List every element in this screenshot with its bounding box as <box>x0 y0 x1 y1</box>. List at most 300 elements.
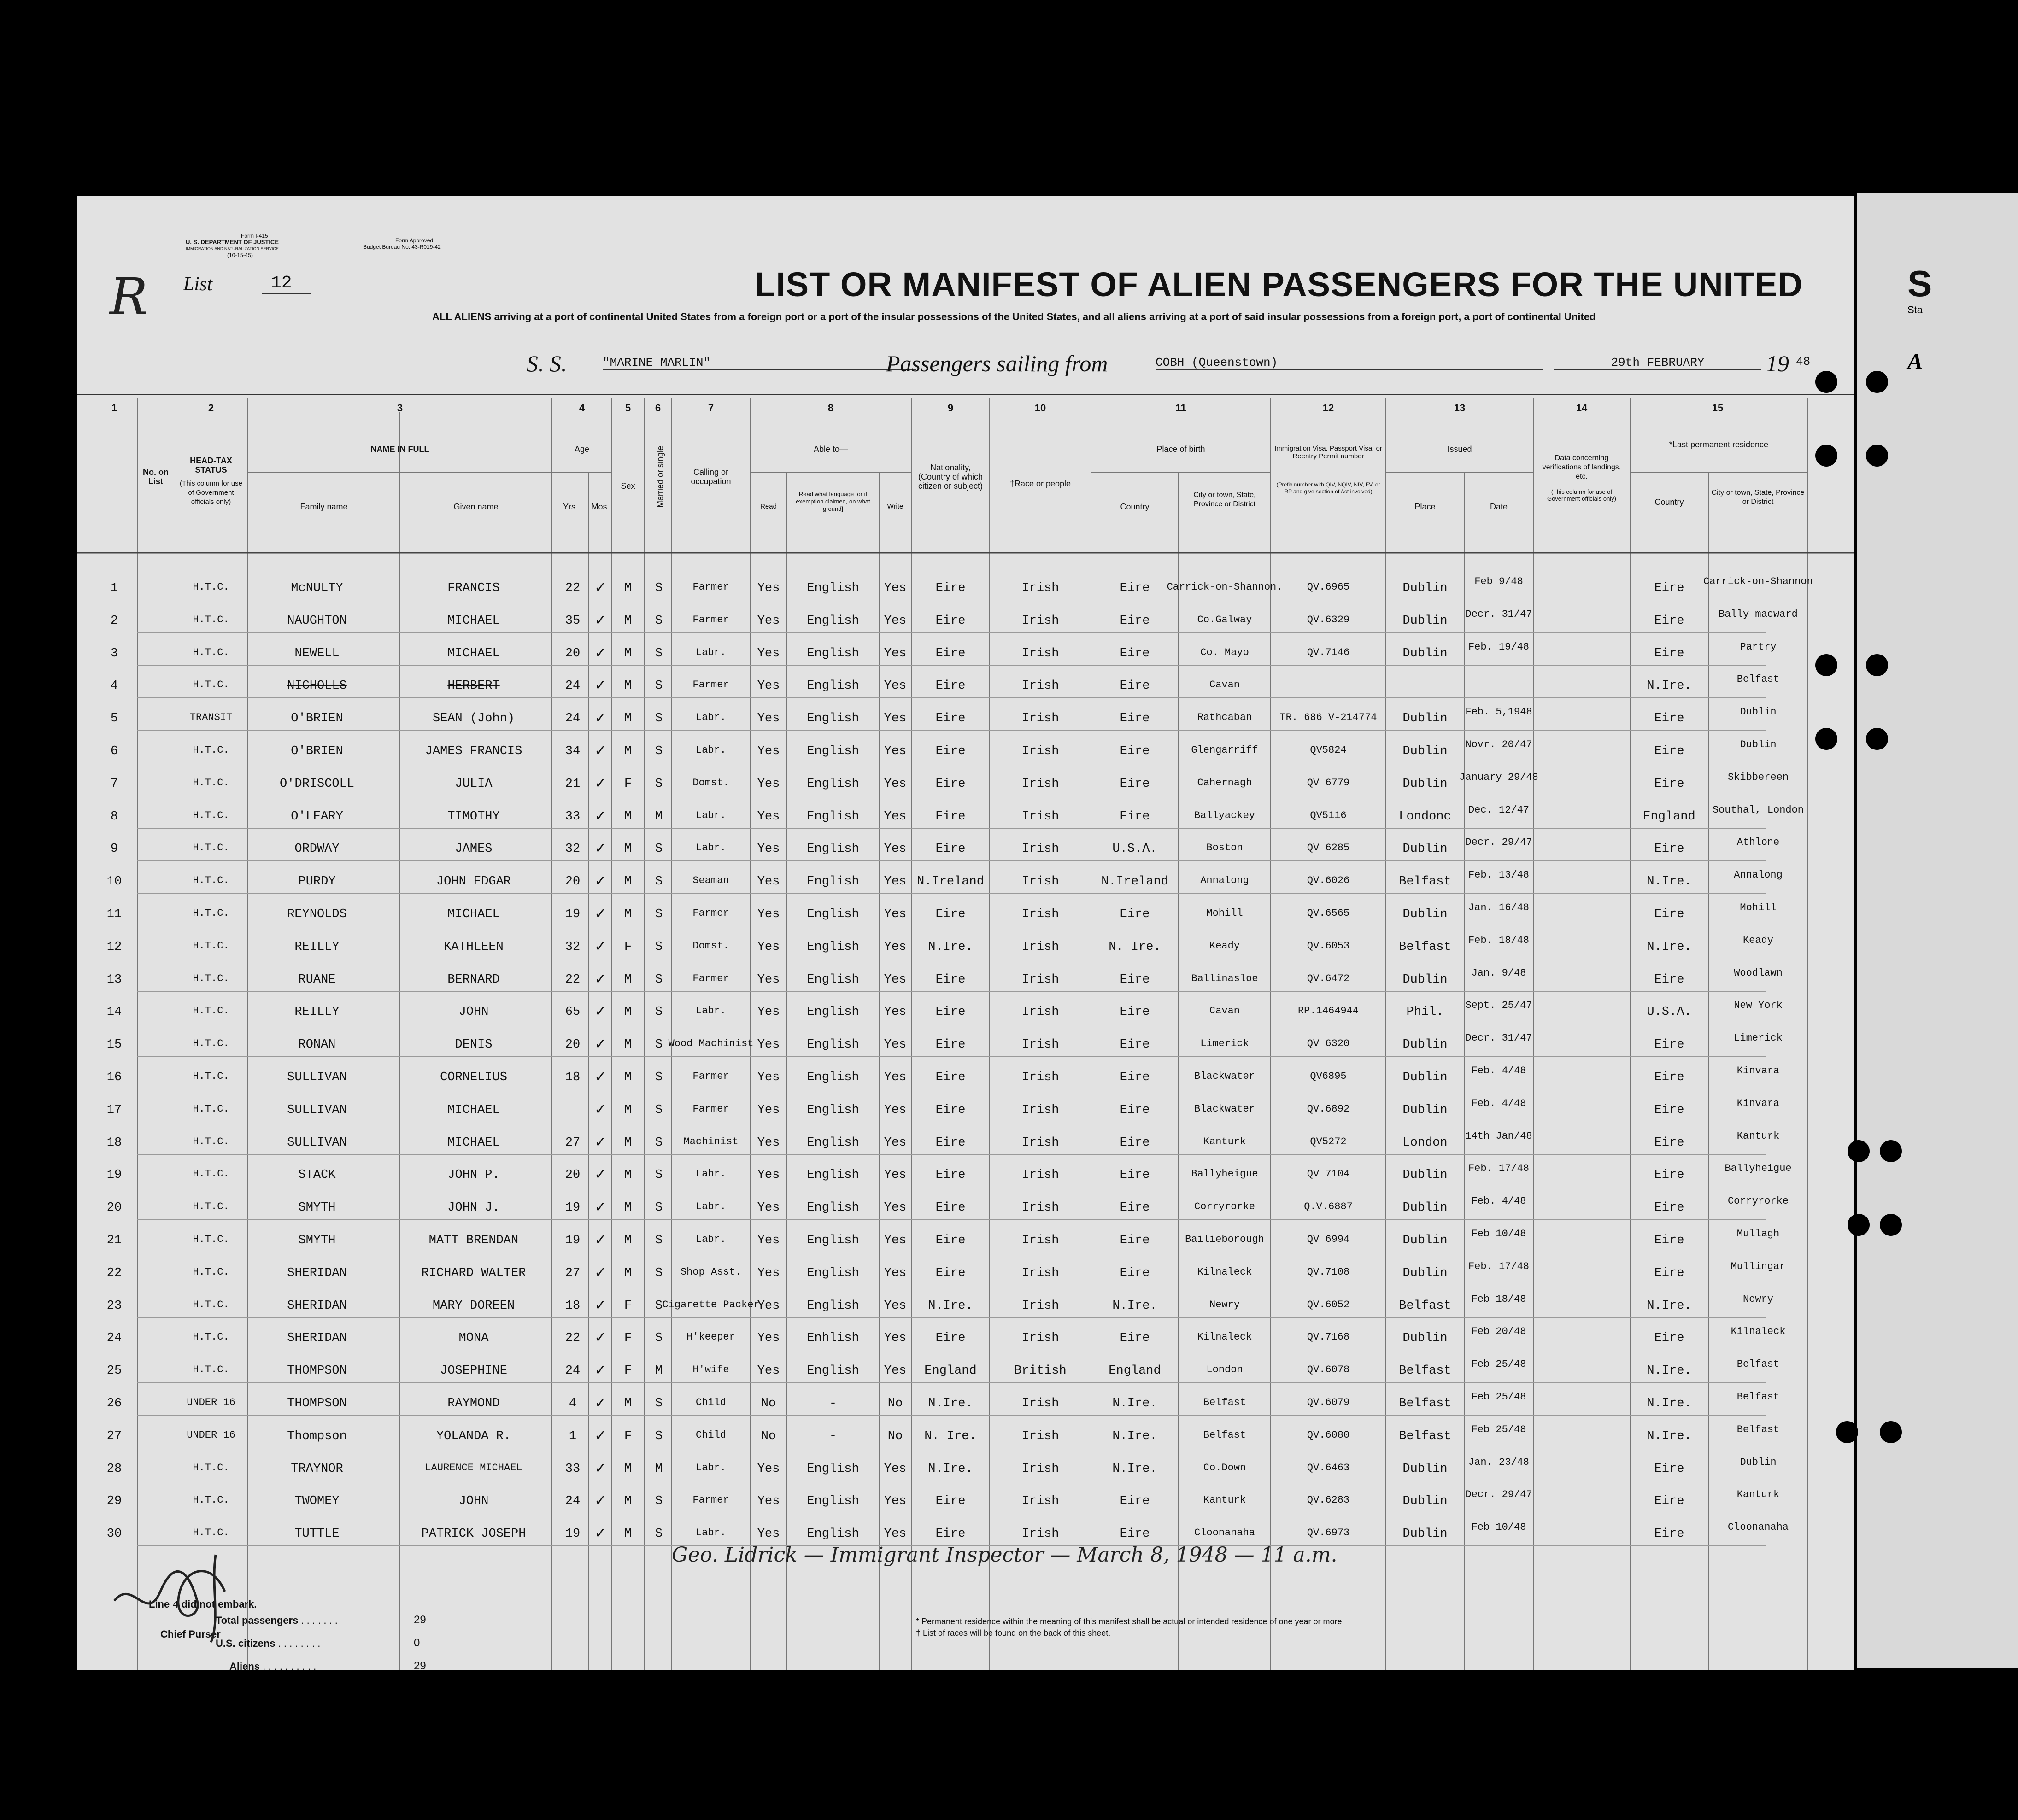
nationality: Eire <box>935 1168 966 1182</box>
sex: M <box>624 712 632 726</box>
birth-country: Eire <box>1120 1201 1150 1215</box>
birth-country: Eire <box>1120 614 1150 628</box>
manifest-title: LIST OR MANIFEST OF ALIEN PASSENGERS FOR THE UNITED <box>755 265 1803 304</box>
birth-city: London <box>1206 1364 1243 1376</box>
marital-status: S <box>655 614 663 628</box>
occupation: Machinist <box>683 1135 739 1147</box>
us-citizens-value: 0 <box>414 1637 420 1649</box>
header-read: Read <box>760 503 777 510</box>
read-language: English <box>807 712 859 726</box>
issued-place: Dublin <box>1402 1494 1448 1509</box>
issued-date: Jan. 16/48 <box>1468 902 1530 913</box>
header-head-tax-note: (This column for use of Government officials only) <box>180 480 242 506</box>
header-place-of-birth: Place of birth <box>1156 445 1205 454</box>
birth-city: Cavan <box>1209 1005 1240 1017</box>
family-name: REYNOLDS <box>287 907 347 921</box>
can-write: Yes <box>884 940 907 954</box>
nationality: Eire <box>935 1103 966 1117</box>
row-number: 3 <box>110 646 118 661</box>
residence-city: Belfast <box>1736 1391 1780 1403</box>
issued-place: Dublin <box>1402 1462 1448 1476</box>
age-years: 35 <box>565 614 581 628</box>
year-suffix: 48 <box>1796 355 1811 369</box>
row-number: 2 <box>110 614 118 628</box>
issued-date: Feb. 4/48 <box>1471 1097 1526 1109</box>
given-name: CORNELIUS <box>440 1071 507 1084</box>
residence-country: Eire <box>1654 1168 1684 1182</box>
punch-hole <box>1866 654 1888 676</box>
inspector-annotation: Geo. Lidrick — Immigrant Inspector — March 8, 1948 — 11 a.m. <box>672 1543 1338 1567</box>
can-read: Yes <box>757 646 780 661</box>
age-years: 19 <box>565 1234 581 1247</box>
row-number: 14 <box>106 1005 122 1019</box>
head-tax-status: H.T.C. <box>193 1494 229 1506</box>
punch-hole <box>1848 1214 1870 1236</box>
residence-city: Limerick <box>1734 1032 1783 1044</box>
aliens-value: 29 <box>414 1660 426 1672</box>
residence-city: New York <box>1734 1000 1783 1012</box>
race: Irish <box>1021 1071 1059 1084</box>
residence-country: Eire <box>1654 712 1684 726</box>
marital-status: S <box>655 875 663 889</box>
race: Irish <box>1021 777 1059 791</box>
nationality: Eire <box>935 1331 966 1346</box>
age-years: 18 <box>565 1299 581 1313</box>
col-number: 2 <box>208 402 214 414</box>
issued-place: Dublin <box>1402 1168 1448 1182</box>
residence-city: Kilnaleck <box>1731 1326 1786 1338</box>
sex: M <box>624 842 632 856</box>
occupation: Farmer <box>692 1494 729 1506</box>
birth-city: Blackwater <box>1194 1103 1255 1115</box>
can-read: Yes <box>757 809 780 824</box>
read-language: Enhlish <box>807 1331 859 1346</box>
row-rule <box>137 665 1766 666</box>
check-mark-icon: ✓ <box>595 1296 605 1315</box>
head-tax-status: H.T.C. <box>193 581 229 593</box>
header-issued: Issued <box>1447 445 1472 454</box>
can-read: Yes <box>757 907 780 921</box>
can-write: Yes <box>884 1494 907 1509</box>
occupation: Labr. <box>695 744 727 756</box>
birth-city: Newry <box>1209 1299 1240 1311</box>
read-language: English <box>807 1234 859 1247</box>
visa-number: QV.6472 <box>1307 972 1350 984</box>
age-years: 18 <box>565 1071 581 1084</box>
header-yrs: Yrs. <box>563 502 578 511</box>
marital-status: S <box>655 1103 663 1117</box>
can-write: Yes <box>884 581 907 595</box>
nationality: Eire <box>935 777 966 791</box>
chief-purser-label: Chief Purser <box>160 1628 221 1640</box>
race: Irish <box>1021 1299 1059 1313</box>
col-number: 8 <box>827 402 834 414</box>
can-write: Yes <box>884 679 907 693</box>
read-language: English <box>807 972 859 987</box>
row-rule <box>137 1382 1766 1383</box>
occupation: Farmer <box>692 1071 729 1082</box>
age-years: 20 <box>565 1038 581 1052</box>
given-name: JOHN J. <box>447 1201 500 1215</box>
sex: M <box>624 1168 632 1182</box>
residence-country: Eire <box>1654 1038 1684 1052</box>
family-name: NICHOLLS <box>287 679 347 693</box>
birth-country: N.Ire. <box>1112 1462 1157 1476</box>
birth-country: Eire <box>1120 1331 1150 1346</box>
birth-city: Kanturk <box>1203 1494 1246 1506</box>
issued-place: Belfast <box>1399 875 1451 889</box>
given-name: SEAN (John) <box>432 712 515 726</box>
can-write: No <box>887 1429 903 1443</box>
birth-city: Kilnaleck <box>1197 1266 1252 1278</box>
given-name: KATHLEEN <box>444 940 504 954</box>
residence-footnote: * Permanent residence within the meaning of this manifest shall be actual or intended residence of one year or more. <box>916 1617 1344 1626</box>
birth-city: Ballinasloe <box>1191 972 1258 984</box>
birth-country: N.Ire. <box>1112 1397 1157 1410</box>
head-tax-status: H.T.C. <box>193 1266 229 1278</box>
check-mark-icon: ✓ <box>595 1133 605 1152</box>
birth-city: Cavan <box>1209 679 1240 691</box>
marital-status: S <box>655 744 663 758</box>
birth-country: Eire <box>1120 1005 1150 1019</box>
head-tax-status: H.T.C. <box>193 907 229 919</box>
race: Irish <box>1021 1168 1059 1182</box>
check-mark-icon: ✓ <box>595 1394 605 1413</box>
race: Irish <box>1021 1038 1059 1052</box>
family-name: STACK <box>298 1168 336 1182</box>
birth-country: N.Ire. <box>1112 1429 1157 1443</box>
visa-number: QV.6892 <box>1307 1103 1350 1115</box>
can-read: Yes <box>757 1462 780 1476</box>
age-years: 33 <box>565 809 581 824</box>
check-mark-icon: ✓ <box>595 611 605 630</box>
header-nationality: Nationality, (Country of which citizen or subject) <box>918 463 983 491</box>
row-number: 12 <box>106 940 122 954</box>
head-tax-status: H.T.C. <box>193 1527 229 1539</box>
can-read: Yes <box>757 940 780 954</box>
punch-hole <box>1848 1140 1870 1162</box>
given-name: MATT BRENDAN <box>428 1234 519 1247</box>
punch-hole <box>1815 445 1837 467</box>
row-number: 26 <box>106 1397 122 1410</box>
can-read: Yes <box>757 1364 780 1378</box>
punch-hole <box>1880 1421 1902 1443</box>
residence-country: Eire <box>1654 646 1684 661</box>
sex: M <box>624 679 632 693</box>
budget-approval: Form Approved Budget Bureau No. 43-R019-42 <box>363 237 441 250</box>
sex: F <box>624 1429 632 1443</box>
departure-port: COBH (Queenstown) <box>1156 356 1543 370</box>
given-name: MICHAEL <box>447 646 500 661</box>
check-mark-icon: ✓ <box>595 1492 605 1511</box>
list-label: List <box>183 274 213 295</box>
head-tax-status: H.T.C. <box>193 1331 229 1343</box>
can-write: Yes <box>884 809 907 824</box>
check-mark-icon: ✓ <box>595 1459 605 1478</box>
nationality: Eire <box>935 1234 966 1247</box>
occupation: Domst. <box>692 777 729 789</box>
visa-number: QV 7104 <box>1307 1168 1350 1180</box>
given-name: DENIS <box>455 1038 493 1052</box>
check-mark-icon: ✓ <box>595 970 605 989</box>
row-number: 24 <box>106 1331 122 1346</box>
occupation: Labr. <box>695 1462 727 1474</box>
head-tax-status: H.T.C. <box>193 1038 229 1050</box>
birth-city: Co.Down <box>1203 1462 1246 1474</box>
header-able-to: Able to— <box>813 445 848 454</box>
residence-city: Ballyheigue <box>1725 1163 1792 1175</box>
check-mark-icon: ✓ <box>595 872 605 891</box>
family-name: NAUGHTON <box>287 614 347 628</box>
residence-city: Belfast <box>1736 1423 1780 1435</box>
check-mark-icon: ✓ <box>595 905 605 924</box>
can-read: Yes <box>757 1234 780 1247</box>
row-rule <box>137 1154 1766 1155</box>
adjacent-sheet <box>1857 193 2018 1668</box>
read-language: English <box>807 679 859 693</box>
age-years: 24 <box>565 679 581 693</box>
head-tax-status: H.T.C. <box>193 875 229 887</box>
residence-city: Partry <box>1740 641 1777 653</box>
header-married-single: Married or single <box>656 445 665 508</box>
age-years: 22 <box>565 581 581 595</box>
punch-hole <box>1815 654 1837 676</box>
race: Irish <box>1021 1005 1059 1019</box>
marital-status: S <box>655 1071 663 1084</box>
birth-city: Rathcaban <box>1197 712 1252 724</box>
race: Irish <box>1021 1527 1059 1541</box>
check-mark-icon: ✓ <box>595 742 605 761</box>
marital-status: S <box>655 1397 663 1410</box>
nationality: N. Ire. <box>924 1429 977 1443</box>
given-name: MICHAEL <box>447 614 500 628</box>
row-number: 1 <box>110 581 118 595</box>
header-calling: Calling or occupation <box>691 468 731 486</box>
race: Irish <box>1021 842 1059 856</box>
residence-city: Dublin <box>1740 739 1777 750</box>
row-rule <box>137 632 1766 633</box>
row-rule <box>137 730 1766 731</box>
read-language: English <box>807 1299 859 1313</box>
header-read-language: Read what language [or if exemption claimed, on what ground] <box>796 491 870 512</box>
age-years: 20 <box>565 1168 581 1182</box>
birth-city: Keady <box>1209 940 1240 952</box>
age-years: 32 <box>565 842 581 856</box>
list-number: 12 <box>262 273 311 294</box>
form-header: Form I-415 U. S. DEPARTMENT OF JUSTICE IMMIGRATION AND NATURALIZATION SERVICE (10-15-45) <box>186 233 279 258</box>
can-write: Yes <box>884 1168 907 1182</box>
residence-country: Eire <box>1654 1266 1684 1280</box>
issued-place: Londonc <box>1399 809 1451 824</box>
check-mark-icon: ✓ <box>595 1100 605 1119</box>
residence-country: N.Ire. <box>1647 1299 1692 1313</box>
visa-number: QV6895 <box>1310 1071 1347 1082</box>
issued-place: Phil. <box>1406 1005 1444 1019</box>
header-write: Write <box>887 503 903 510</box>
race: Irish <box>1021 1201 1059 1215</box>
col-number: 5 <box>625 402 631 414</box>
given-name: LAURENCE MICHAEL <box>425 1462 522 1474</box>
race: Irish <box>1021 972 1059 987</box>
row-rule <box>137 1056 1766 1057</box>
manifest-subtitle: ALL ALIENS arriving at a port of continental United States from a foreign port or a port of the insular possessions of the United States, and all aliens arriving at a port of said insular possessions from a foreign port, a port of continental United <box>432 311 1596 322</box>
birth-country: Eire <box>1120 1071 1150 1084</box>
visa-number: QV 6285 <box>1307 842 1350 854</box>
occupation: Farmer <box>692 1103 729 1115</box>
issued-date: Feb 25/48 <box>1471 1358 1526 1370</box>
read-language: English <box>807 1527 859 1541</box>
occupation: Labr. <box>695 842 727 854</box>
sex: M <box>624 1201 632 1215</box>
marital-status: S <box>655 1201 663 1215</box>
marital-status: S <box>655 1429 663 1443</box>
marital-status: S <box>655 972 663 987</box>
given-name: JOHN <box>458 1494 489 1509</box>
birth-country: Eire <box>1120 1135 1150 1150</box>
check-mark-icon: ✓ <box>595 937 605 956</box>
check-mark-icon: ✓ <box>595 1198 605 1217</box>
check-mark-icon: ✓ <box>595 1524 605 1544</box>
family-name: O'BRIEN <box>291 744 343 758</box>
read-language: English <box>807 1364 859 1378</box>
head-tax-status: H.T.C. <box>193 1103 229 1115</box>
birth-country: Eire <box>1120 712 1150 726</box>
marital-status: S <box>655 1135 663 1150</box>
birth-country: Eire <box>1120 777 1150 791</box>
header-family-name: Family name <box>300 502 348 511</box>
marital-status: S <box>655 1038 663 1052</box>
marital-status: S <box>655 777 663 791</box>
margin-mark: R <box>110 267 148 326</box>
residence-country: Eire <box>1654 1135 1684 1150</box>
residence-city: Skibbereen <box>1727 771 1789 783</box>
issued-place: Dublin <box>1402 1331 1448 1346</box>
residence-city: Dublin <box>1740 1456 1777 1468</box>
can-read: Yes <box>757 712 780 726</box>
can-read: Yes <box>757 614 780 628</box>
race: Irish <box>1021 744 1059 758</box>
punch-hole <box>1880 1214 1902 1236</box>
given-name: RAYMOND <box>447 1397 500 1410</box>
header-visa: Immigration Visa, Passport Visa, or Reentry Permit number <box>1274 445 1382 460</box>
given-name: MICHAEL <box>447 907 500 921</box>
residence-country: Eire <box>1654 744 1684 758</box>
header-verification-note: (This column for use of Government officials only) <box>1547 488 1617 502</box>
family-name: RONAN <box>298 1038 336 1052</box>
total-passengers-label: Total passengers . . . . . . . <box>216 1615 338 1626</box>
birth-city: Cahernagh <box>1197 777 1252 789</box>
family-name: SMYTH <box>298 1234 336 1247</box>
issued-date: Feb 10/48 <box>1471 1522 1526 1533</box>
birth-city: Kilnaleck <box>1197 1331 1252 1343</box>
family-name: NEWELL <box>294 646 340 661</box>
ss-label: S. S. <box>527 351 567 376</box>
read-language: - <box>829 1429 837 1443</box>
family-name: SMYTH <box>298 1201 336 1215</box>
marital-status: M <box>655 1462 663 1476</box>
residence-country: Eire <box>1654 842 1684 856</box>
sex: M <box>624 1494 632 1509</box>
punch-hole <box>1866 445 1888 467</box>
birth-country: N.Ire. <box>1112 1299 1157 1313</box>
row-number: 23 <box>106 1299 122 1313</box>
given-name: JOHN P. <box>447 1168 500 1182</box>
can-read: Yes <box>757 842 780 856</box>
punch-hole <box>1815 728 1837 750</box>
family-name: SHERIDAN <box>287 1299 347 1313</box>
residence-country: England <box>1643 809 1695 824</box>
head-tax-status: H.T.C. <box>193 1234 229 1245</box>
visa-number: QV.6329 <box>1307 614 1350 626</box>
age-years: 19 <box>565 1527 581 1541</box>
can-write: Yes <box>884 1266 907 1280</box>
given-name: JOHN <box>458 1005 489 1019</box>
residence-country: Eire <box>1654 581 1684 595</box>
birth-city: Cloonanaha <box>1194 1527 1255 1539</box>
occupation: Labr. <box>695 1168 727 1180</box>
check-mark-icon: ✓ <box>595 579 605 597</box>
age-years: 1 <box>569 1429 577 1443</box>
manifest-sheet <box>77 196 1854 1670</box>
can-read: Yes <box>757 1071 780 1084</box>
visa-number: QV.6565 <box>1307 907 1350 919</box>
can-write: Yes <box>884 1038 907 1052</box>
sex: M <box>624 1038 632 1052</box>
can-read: Yes <box>757 1299 780 1313</box>
issued-place: Dublin <box>1402 646 1448 661</box>
col-number: 7 <box>708 402 714 414</box>
row-number: 21 <box>106 1234 122 1247</box>
race: British <box>1014 1364 1067 1378</box>
visa-number: QV.7108 <box>1307 1266 1350 1278</box>
nationality: Eire <box>935 1005 966 1019</box>
row-number: 30 <box>106 1527 122 1541</box>
nationality: N.Ireland <box>917 875 984 889</box>
sex: M <box>624 1103 632 1117</box>
marital-status: S <box>655 1299 663 1313</box>
birth-city: Ballyackey <box>1194 809 1255 821</box>
race: Irish <box>1021 679 1059 693</box>
marital-status: S <box>655 907 663 921</box>
residence-city: Annalong <box>1734 869 1783 881</box>
marital-status: S <box>655 679 663 693</box>
read-language: English <box>807 1135 859 1150</box>
issued-date: Feb 18/48 <box>1471 1293 1526 1305</box>
ship-name: "MARINE MARLIN" <box>603 356 916 370</box>
residence-country: N.Ire. <box>1647 940 1692 954</box>
residence-city: Belfast <box>1736 1358 1780 1370</box>
head-tax-status: H.T.C. <box>193 614 229 626</box>
residence-city: Mullagh <box>1736 1228 1780 1240</box>
family-name: ORDWAY <box>294 842 340 856</box>
issued-place: Belfast <box>1399 1397 1451 1410</box>
occupation: Farmer <box>692 614 729 626</box>
can-read: Yes <box>757 1266 780 1280</box>
race: Irish <box>1021 1462 1059 1476</box>
head-tax-status: H.T.C. <box>193 1135 229 1147</box>
visa-number: QV5116 <box>1310 809 1347 821</box>
nationality: Eire <box>935 1266 966 1280</box>
head-tax-status: H.T.C. <box>193 972 229 984</box>
total-passengers-value: 29 <box>414 1614 426 1626</box>
given-name: JAMES <box>455 842 493 856</box>
visa-number: QV.6283 <box>1307 1494 1350 1506</box>
visa-number: RP.1464944 <box>1297 1005 1359 1017</box>
family-name: SULLIVAN <box>287 1103 347 1117</box>
visa-number: QV.6965 <box>1307 581 1350 593</box>
issued-place: Dublin <box>1402 712 1448 726</box>
sex: F <box>624 940 632 954</box>
